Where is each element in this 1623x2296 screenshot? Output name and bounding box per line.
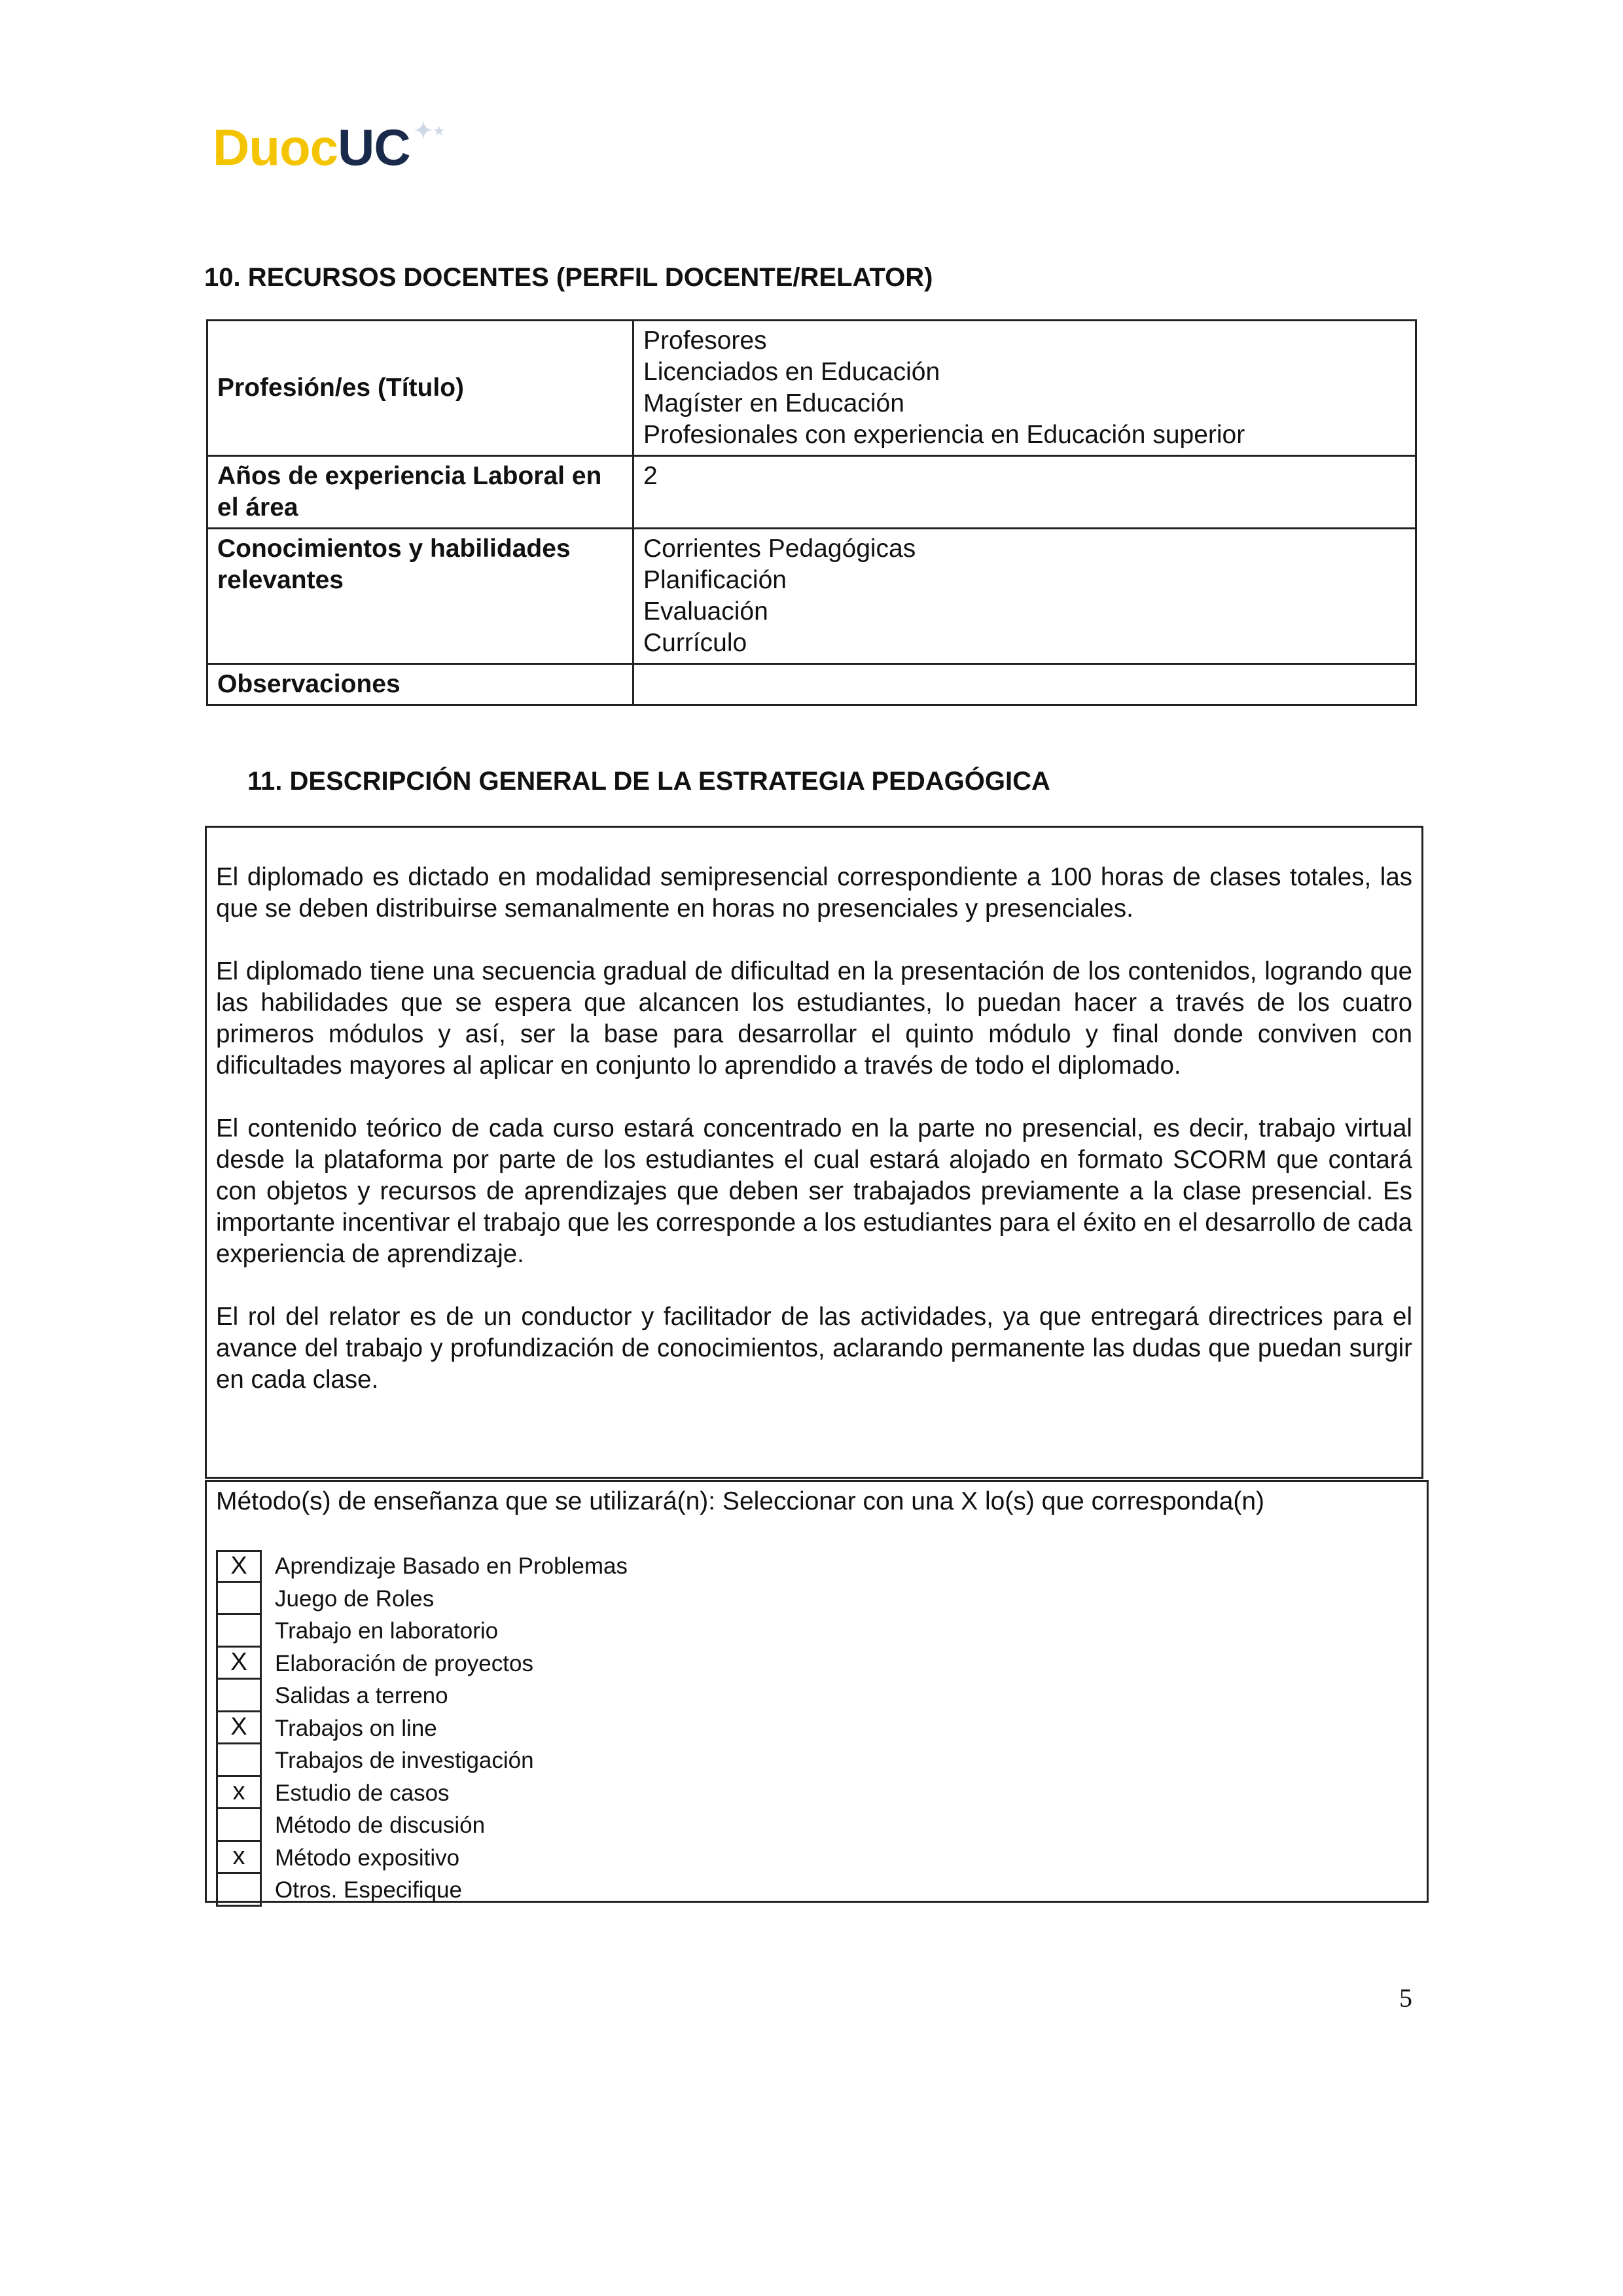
knowledge-value: Currículo: [643, 629, 747, 657]
method-row: [216, 1583, 628, 1616]
method-label: Método de discusión: [275, 1812, 486, 1838]
method-checkbox[interactable]: [216, 1809, 262, 1842]
table-row: [207, 664, 1416, 705]
method-row: [216, 1842, 628, 1875]
logo-text-uc: UC: [338, 118, 410, 176]
strategy-paragraph: El rol del relator es de un conductor y facilitador de las actividades, ya que entregará directrices para el avance del trabajo y profundización de conocimientos, aclarando permanente las dudas que puedan surgir en cada clase.: [216, 1303, 1412, 1394]
table-row: [207, 321, 1416, 456]
teacher-profile-table: [206, 319, 1417, 706]
method-label: Trabajo en laboratorio: [275, 1618, 499, 1644]
row-value-observations: [633, 664, 1416, 705]
profession-value: Magíster en Educación: [643, 389, 904, 417]
method-row: [216, 1874, 628, 1907]
knowledge-value: Evaluación: [643, 597, 768, 626]
method-row: [216, 1777, 628, 1810]
logo-text-duoc: Duoc: [213, 118, 338, 176]
section-10-title: 10. RECURSOS DOCENTES (PERFIL DOCENTE/RELATOR): [204, 263, 933, 292]
strategy-paragraph: El diplomado es dictado en modalidad semipresencial correspondiente a 100 horas de clases totales, las que se deben distribuirse semanalmente en horas no presenciales y presenciales.: [216, 863, 1412, 923]
table-row: [207, 529, 1416, 664]
methods-checklist: [216, 1550, 628, 1907]
method-label: Trabajos on line: [275, 1715, 437, 1741]
row-label-knowledge: Conocimientos y habilidades relevantes: [207, 529, 633, 664]
strategy-description-box: [205, 826, 1423, 1479]
method-checkbox[interactable]: X: [216, 1648, 262, 1680]
profession-value: Profesores: [643, 327, 767, 355]
method-label: Aprendizaje Basado en Problemas: [275, 1553, 628, 1579]
row-label-experience: Años de experiencia Laboral en el área: [207, 456, 633, 529]
method-label: Estudio de casos: [275, 1780, 450, 1806]
method-label: Salidas a terreno: [275, 1683, 448, 1708]
profession-value: Profesionales con experiencia en Educación superior: [643, 421, 1245, 449]
method-checkbox[interactable]: [216, 1874, 262, 1907]
methods-title: Método(s) de enseñanza que se utilizará(n): Seleccionar con una X lo(s) que corresponda(n): [216, 1487, 1265, 1515]
method-checkbox[interactable]: x: [216, 1777, 262, 1810]
method-label: Trabajos de investigación: [275, 1748, 534, 1773]
row-label-profession: Profesión/es (Título): [207, 321, 633, 456]
teaching-methods-box: [205, 1480, 1429, 1903]
experience-value: 2: [643, 462, 658, 490]
method-row: [216, 1550, 628, 1583]
method-row: [216, 1712, 628, 1745]
method-label: Elaboración de proyectos: [275, 1650, 533, 1676]
method-row: [216, 1648, 628, 1680]
method-label: Juego de Roles: [275, 1585, 435, 1612]
strategy-paragraph: El contenido teórico de cada curso estará concentrado en la parte no presencial, es decir, trabajo virtual desde la plataforma por parte de los estudiantes el cual estará alojado en formato SCORM que contará con objetos y recursos de aprendizajes que deben ser trabajados previamente a la clase presencial. Es importante incentivar el trabajo que les corresponde a los estudiantes para el éxito en el desarrollo de cada experiencia de aprendizaje.: [216, 1114, 1412, 1268]
method-checkbox[interactable]: [216, 1615, 262, 1648]
method-checkbox[interactable]: x: [216, 1842, 262, 1875]
row-value-knowledge: [633, 529, 1416, 664]
row-value-experience: [633, 456, 1416, 529]
method-row: [216, 1809, 628, 1842]
table-row: [207, 456, 1416, 529]
method-row: [216, 1680, 628, 1712]
method-checkbox[interactable]: X: [216, 1712, 262, 1745]
method-label: Método expositivo: [275, 1845, 460, 1871]
method-row: [216, 1744, 628, 1777]
method-checkbox[interactable]: X: [216, 1550, 262, 1583]
knowledge-value: Planificación: [643, 566, 787, 594]
knowledge-value: Corrientes Pedagógicas: [643, 535, 916, 563]
duoc-uc-logo: [213, 118, 445, 177]
method-checkbox[interactable]: [216, 1680, 262, 1712]
strategy-paragraph: El diplomado tiene una secuencia gradual de dificultad en la presentación de los contenidos, logrando que las habilidades que se espera que alcancen los estudiantes, lo puedan hacer a través de los cuatro primeros módulos y así, ser la base para desarrollar el quinto módulo y final donde conviven con dificultades mayores al aplicar en conjunto lo aprendido a través de todo el diplomado.: [216, 957, 1412, 1080]
page-number: 5: [1399, 1983, 1412, 2013]
logo-stars-icon: ✦⋆: [414, 118, 446, 143]
method-row: [216, 1615, 628, 1648]
section-11-title: 11. DESCRIPCIÓN GENERAL DE LA ESTRATEGIA PEDAGÓGICA: [247, 767, 1050, 796]
method-checkbox[interactable]: [216, 1583, 262, 1616]
profession-value: Licenciados en Educación: [643, 358, 940, 386]
method-label: Otros. Especifique: [275, 1877, 462, 1903]
row-value-profession: [633, 321, 1416, 456]
method-checkbox[interactable]: [216, 1744, 262, 1777]
row-label-observations: Observaciones: [207, 664, 633, 705]
